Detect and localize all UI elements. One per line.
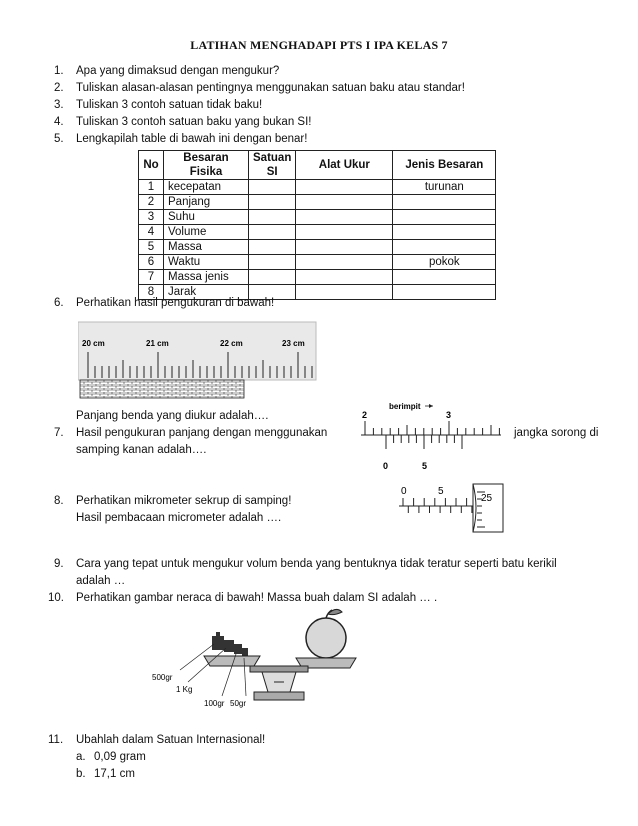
cell-no: 8 [139, 285, 164, 300]
weight-label: 100gr [204, 699, 225, 708]
question-8-line2: Hasil pembacaan micrometer adalah …. [76, 512, 282, 524]
cell-jenis[interactable] [393, 195, 496, 210]
table-row [139, 195, 496, 210]
caliper-vernier-label: 0 [383, 461, 389, 471]
question-9 [54, 556, 557, 573]
cell-no: 1 [139, 180, 164, 195]
question-number: 1. [54, 65, 64, 77]
cell-jenis[interactable] [393, 210, 496, 225]
ruler-svg [78, 320, 318, 402]
sleeve-label: 0 [401, 486, 407, 497]
item-letter: a. [76, 751, 86, 763]
cell-alat[interactable] [296, 180, 393, 195]
caliper-svg [355, 398, 505, 476]
weight-knob [216, 632, 220, 636]
cell-alat[interactable] [296, 210, 393, 225]
weight-50gr [242, 648, 248, 656]
header-besaran: Besaran Fisika [164, 151, 249, 180]
caliper-main-label: 2 [362, 410, 368, 420]
cell-no: 2 [139, 195, 164, 210]
question-number: 3. [54, 99, 64, 111]
header-jenis: Jenis Besaran [393, 151, 496, 180]
weight-500gr [224, 640, 234, 652]
cell-besaran: kecepatan [164, 180, 249, 195]
cell-besaran: Massa [164, 240, 249, 255]
question-text: Cara yang tepat untuk mengukur volum benda yang bentuknya tidak teratur seperti batu kerikil [76, 558, 557, 570]
weight-100gr [234, 644, 242, 654]
balance-figure [150, 596, 370, 719]
ruler-label: 20 cm [82, 339, 105, 348]
q6-followup: Panjang benda yang diukur adalah…. [76, 410, 269, 422]
balance-base [254, 692, 304, 700]
weight-label: 500gr [152, 673, 173, 682]
balance-beam [250, 666, 308, 672]
question-number: 11. [48, 734, 64, 746]
question-8 [54, 493, 291, 510]
cell-jenis[interactable] [393, 270, 496, 285]
berimpit-label: berimpit [389, 402, 421, 411]
cell-alat[interactable] [296, 270, 393, 285]
question-number: 9. [54, 558, 64, 570]
question-number: 4. [54, 116, 64, 128]
cell-besaran: Volume [164, 225, 249, 240]
table-row [139, 225, 496, 240]
cell-no: 6 [139, 255, 164, 270]
header-no: No [139, 151, 164, 180]
table-row [139, 240, 496, 255]
cell-satuan[interactable] [249, 270, 296, 285]
cell-satuan[interactable] [249, 195, 296, 210]
table-row [139, 180, 496, 195]
header-satuan: Satuan SI [249, 151, 296, 180]
question-5 [54, 131, 307, 148]
question-number: 7. [54, 427, 64, 439]
cell-satuan[interactable] [249, 240, 296, 255]
ruler-figure [78, 320, 318, 405]
question-text: Tuliskan 3 contoh satuan tidak baku! [76, 99, 263, 111]
cell-satuan[interactable] [249, 210, 296, 225]
question-11 [48, 732, 265, 749]
question-1 [54, 63, 279, 80]
question-number: 6. [54, 297, 64, 309]
cell-satuan[interactable] [249, 180, 296, 195]
cell-besaran: Massa jenis [164, 270, 249, 285]
question-6 [54, 295, 274, 312]
cell-no: 4 [139, 225, 164, 240]
micrometer-figure [393, 480, 511, 539]
ruler-label: 23 cm [282, 339, 305, 348]
question-text: Apa yang dimaksud dengan mengukur? [76, 65, 280, 77]
cell-besaran: Suhu [164, 210, 249, 225]
weight-1kg [212, 636, 224, 650]
answer-item-a [76, 749, 146, 766]
cell-alat[interactable] [296, 225, 393, 240]
question-text: Ubahlah dalam Satuan Internasional! [76, 734, 266, 746]
question-4 [54, 114, 311, 131]
fruit [306, 618, 346, 658]
measured-object [80, 380, 244, 398]
cell-alat[interactable] [296, 240, 393, 255]
weight-label: 50gr [230, 699, 247, 708]
cell-jenis[interactable] [393, 240, 496, 255]
cell-besaran: Panjang [164, 195, 249, 210]
ruler-label: 22 cm [220, 339, 243, 348]
cell-no: 7 [139, 270, 164, 285]
caliper-vernier-scale [386, 435, 462, 449]
balance-svg [150, 596, 370, 716]
header-alat-ukur: Alat Ukur [296, 151, 393, 180]
ruler-label: 21 cm [146, 339, 169, 348]
cell-no: 5 [139, 240, 164, 255]
caliper-main-label: 3 [446, 410, 452, 420]
table-header-row [139, 151, 496, 180]
item-text: 0,09 gram [94, 751, 146, 763]
cell-jenis: turunan [393, 180, 496, 195]
question-text: Tuliskan 3 contoh satuan baku yang bukan SI! [76, 116, 312, 128]
question-text: Perhatikan hasil pengukuran di bawah! [76, 297, 275, 309]
left-pan [204, 656, 260, 666]
fruit-leaf [328, 609, 342, 614]
question-text: Hasil pengukuran panjang dengan menggunakan [76, 427, 328, 439]
question-number: 2. [54, 82, 64, 94]
table-row [139, 270, 496, 285]
question-number: 5. [54, 133, 64, 145]
item-text: 17,1 cm [94, 768, 135, 780]
question-text: Lengkapilah table di bawah ini dengan benar! [76, 133, 308, 145]
cell-jenis[interactable] [393, 225, 496, 240]
table-row [139, 255, 496, 270]
question-text: Tuliskan alasan-alasan pentingnya menggunakan satuan baku atau standar! [76, 82, 465, 94]
cell-no: 3 [139, 210, 164, 225]
thimble-label: 25 [481, 493, 493, 504]
item-letter: b. [76, 768, 86, 780]
cell-alat[interactable] [296, 255, 393, 270]
cell-satuan[interactable] [249, 225, 296, 240]
question-7-end: jangka sorong di [514, 427, 599, 439]
caliper-figure [355, 398, 505, 479]
cell-besaran: Jarak [164, 285, 249, 300]
cell-besaran: Waktu [164, 255, 249, 270]
question-number: 8. [54, 495, 64, 507]
question-9-line2: adalah … [76, 575, 126, 587]
cell-jenis[interactable] [393, 285, 496, 300]
weight-label: 1 Kg [176, 685, 193, 694]
caliper-vernier-label: 5 [422, 461, 428, 471]
cell-alat[interactable] [296, 285, 393, 300]
question-number: 10. [48, 592, 64, 604]
ruler-body [78, 322, 316, 380]
question-2 [54, 80, 465, 97]
quantity-table [138, 150, 496, 300]
question-text: Perhatikan gambar neraca di bawah! Massa buah dalam SI adalah … . [76, 592, 438, 604]
cell-jenis: pokok [393, 255, 496, 270]
question-3 [54, 97, 262, 114]
cell-satuan[interactable] [249, 255, 296, 270]
answer-item-b [76, 766, 135, 783]
thimble [473, 484, 503, 532]
sleeve-label: 5 [438, 486, 444, 497]
question-text: Perhatikan mikrometer sekrup di samping! [76, 495, 292, 507]
caliper-main-scale [365, 421, 499, 435]
cell-alat[interactable] [296, 195, 393, 210]
page-title: LATIHAN MENGHADAPI PTS I IPA KELAS 7 [190, 38, 448, 52]
question-7 [54, 425, 327, 442]
berimpit-arrowhead [429, 404, 433, 408]
table-row [139, 210, 496, 225]
micrometer-svg [393, 480, 511, 536]
question-7-line2: samping kanan adalah…. [76, 444, 207, 456]
